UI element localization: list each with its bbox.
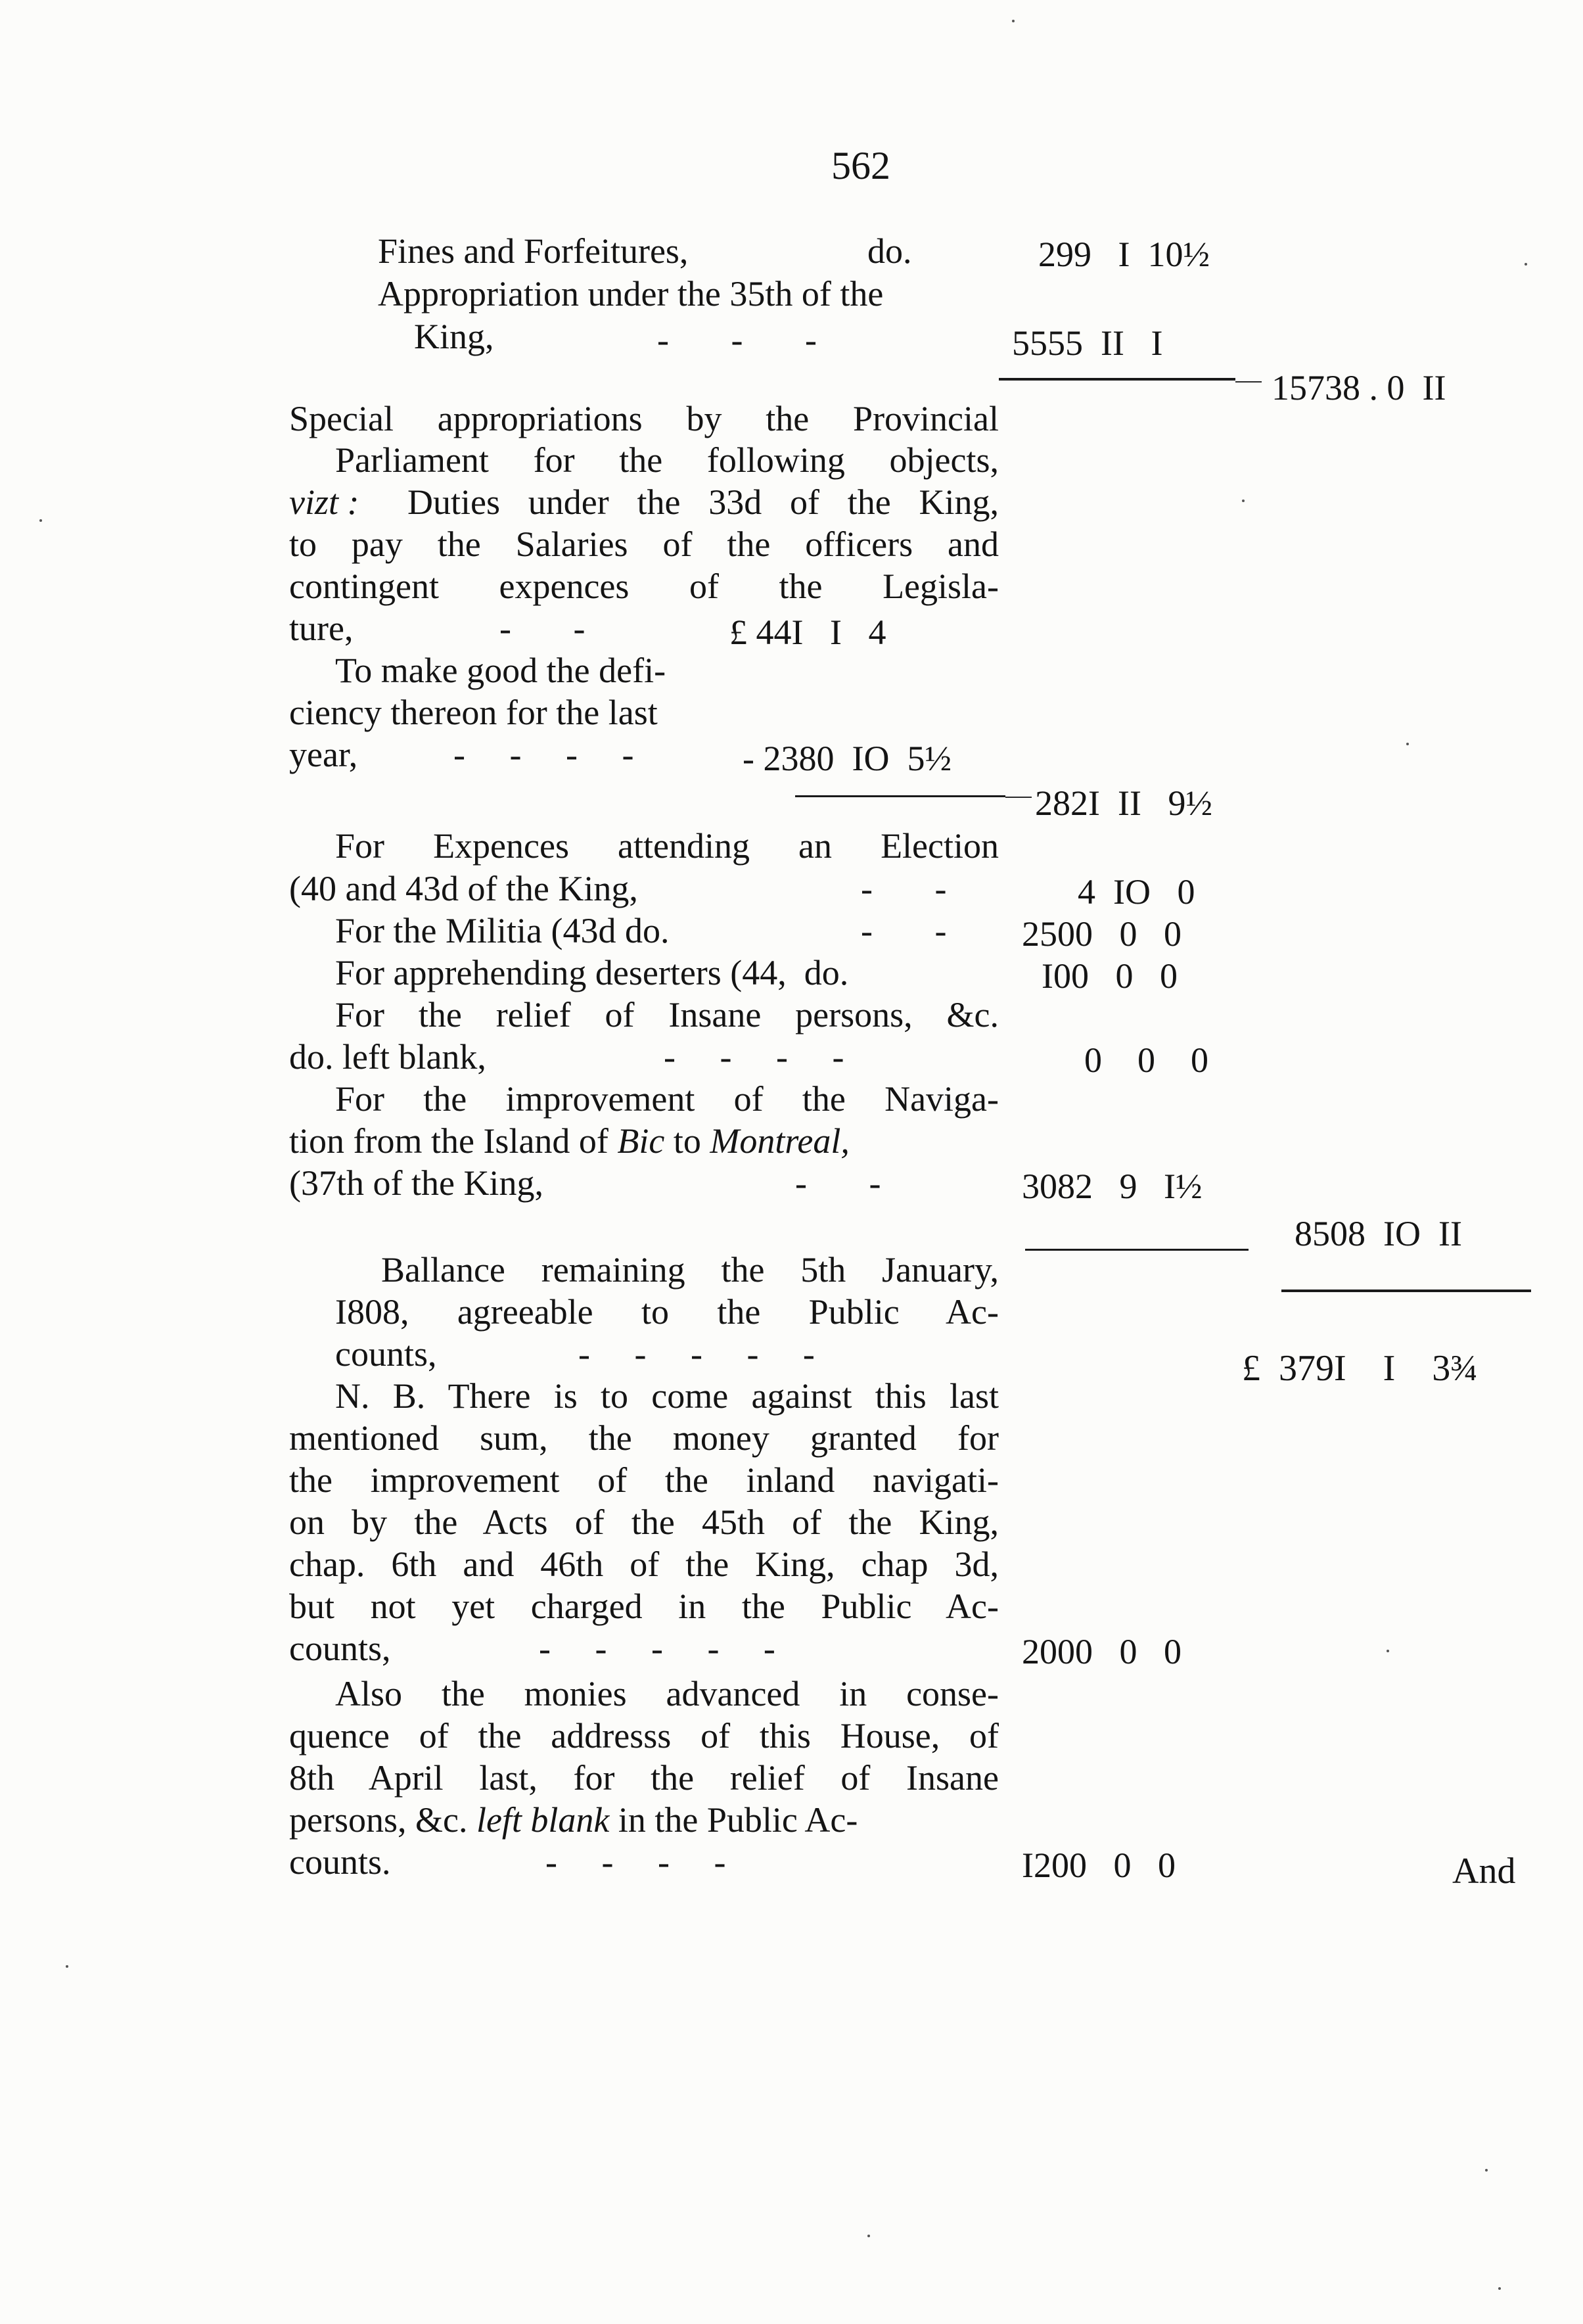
line-persons xyxy=(289,1799,858,1841)
line-island xyxy=(289,1120,850,1162)
line-counts: counts, xyxy=(335,1334,437,1374)
balance-total: £ 379I I 3¾ xyxy=(1242,1348,1479,1389)
to-text: to xyxy=(673,1121,701,1161)
line-ballance: Ballance remaining the 5th January, xyxy=(381,1250,999,1290)
leader-dashes: - - - xyxy=(657,320,817,360)
subtotal-rule xyxy=(795,795,1005,797)
line-nb: N. B. There is to come against this last xyxy=(335,1376,999,1416)
paper-speck xyxy=(1012,20,1015,22)
catchword: And xyxy=(1452,1851,1516,1892)
page-number: 562 xyxy=(831,144,890,187)
amount-fines: 299 I 10½ xyxy=(1038,235,1210,274)
amount-appropriation: 5555 II I xyxy=(1012,323,1163,363)
leader-dashes: - - xyxy=(861,869,947,908)
bic-italic: Bic xyxy=(617,1121,665,1161)
amount-deficiency: - 2380 IO 5½ xyxy=(743,739,952,778)
amount-militia: 2500 0 0 xyxy=(1022,914,1182,954)
paper-speck xyxy=(1485,2169,1488,2172)
montreal-italic: Montreal, xyxy=(710,1121,850,1161)
paper-speck xyxy=(66,1965,68,1968)
line-militia: For the Militia (43d do. xyxy=(335,911,670,950)
line-make-good: To make good the defi- xyxy=(335,651,666,690)
total-first-group: 15738 . 0 II xyxy=(1272,368,1446,407)
line-fines-do: do. xyxy=(867,231,912,271)
line-40-43d: (40 and 43d of the King, xyxy=(289,869,638,908)
line-counts-2: counts, xyxy=(289,1629,391,1668)
line-election: For Expences attending an Election xyxy=(335,826,999,866)
line-acts: on by the Acts of the 45th of the King, xyxy=(289,1502,999,1542)
amount-navigation: 3082 9 I½ xyxy=(1022,1167,1203,1206)
line-duties: Duties under the 33d of the King, xyxy=(407,482,999,522)
leader-line xyxy=(1235,381,1262,383)
line-also: Also the monies advanced in conse- xyxy=(335,1674,999,1713)
line-inland: the improvement of the inland navigati- xyxy=(289,1460,999,1500)
leader-dashes: - - xyxy=(861,911,947,950)
leader-line xyxy=(1005,797,1032,798)
line-special: Special appropriations by the Provincial xyxy=(289,399,999,438)
line-fines: Fines and Forfeitures, xyxy=(378,231,689,271)
sum-rule xyxy=(1025,1249,1249,1251)
line-left-blank: do. left blank, xyxy=(289,1037,486,1077)
vizt-italic: vizt : xyxy=(289,482,359,522)
leader-dashes: - - - - xyxy=(545,1842,726,1882)
line-37th: (37th of the King, xyxy=(289,1163,543,1203)
line-chap: chap. 6th and 46th of the King, chap 3d, xyxy=(289,1545,999,1584)
sum-rule xyxy=(999,378,1235,381)
left-blank-italic: left blank xyxy=(476,1800,610,1840)
leader-dashes: - - xyxy=(795,1163,881,1203)
paper-speck xyxy=(1242,500,1245,502)
leader-dashes: - - - - xyxy=(664,1037,844,1077)
amount-insane-advanced: I200 0 0 xyxy=(1022,1846,1176,1885)
paper-speck xyxy=(867,2235,870,2237)
line-not-charged: but not yet charged in the Public Ac- xyxy=(289,1587,999,1626)
line-1808: I808, agreeable to the Public Ac- xyxy=(335,1292,999,1332)
amount-inland-navigation: 2000 0 0 xyxy=(1022,1632,1182,1671)
total-special-group: 8508 IO II xyxy=(1295,1214,1462,1253)
line-insane: For the relief of Insane persons, &c. xyxy=(335,995,999,1034)
line-appropriation: Appropriation under the 35th of the xyxy=(378,274,884,314)
line-parliament: Parliament for the following objects, xyxy=(335,440,999,480)
amount-legislature: £ 44I I 4 xyxy=(729,613,886,652)
line-quence: quence of the addresss of this House, of xyxy=(289,1716,999,1755)
line-navigation: For the improvement of the Naviga- xyxy=(335,1079,999,1119)
line-mentioned: mentioned sum, the money granted for xyxy=(289,1418,999,1458)
paper-speck xyxy=(1406,743,1409,745)
persons-text: persons, &c. xyxy=(289,1800,468,1840)
paper-speck xyxy=(1525,263,1527,266)
line-deserters: For apprehending deserters (44, do. xyxy=(335,953,849,992)
paper-speck xyxy=(39,519,42,522)
line-contingent: contingent expences of the Legisla- xyxy=(289,567,999,606)
line-vizt xyxy=(289,481,359,523)
island-text: tion from the Island of xyxy=(289,1121,608,1161)
amount-insane: 0 0 0 xyxy=(1084,1040,1208,1080)
line-salaries: to pay the Salaries of the officers and xyxy=(289,524,999,564)
line-deficiency: ciency thereon for the last xyxy=(289,693,658,732)
line-ture: ture, xyxy=(289,609,354,648)
line-king: King, xyxy=(414,317,494,356)
leader-dashes: - - xyxy=(499,609,585,648)
line-counts-3: counts. xyxy=(289,1842,391,1882)
amount-election: 4 IO 0 xyxy=(1078,872,1195,912)
leader-dashes: - - - - - xyxy=(578,1334,815,1374)
leader-dashes: - - - - xyxy=(453,735,634,774)
balance-rule xyxy=(1281,1290,1531,1292)
leader-dashes: - - - - - xyxy=(539,1629,775,1668)
public-ac-text: in the Public Ac- xyxy=(618,1800,858,1840)
paper-speck xyxy=(1387,1650,1389,1652)
line-april: 8th April last, for the relief of Insane xyxy=(289,1758,999,1798)
amount-deserters: I00 0 0 xyxy=(1042,956,1178,996)
line-year: year, xyxy=(289,735,358,774)
amount-special-subtotal: 282I II 9½ xyxy=(1035,783,1212,823)
paper-speck xyxy=(1498,2287,1501,2290)
